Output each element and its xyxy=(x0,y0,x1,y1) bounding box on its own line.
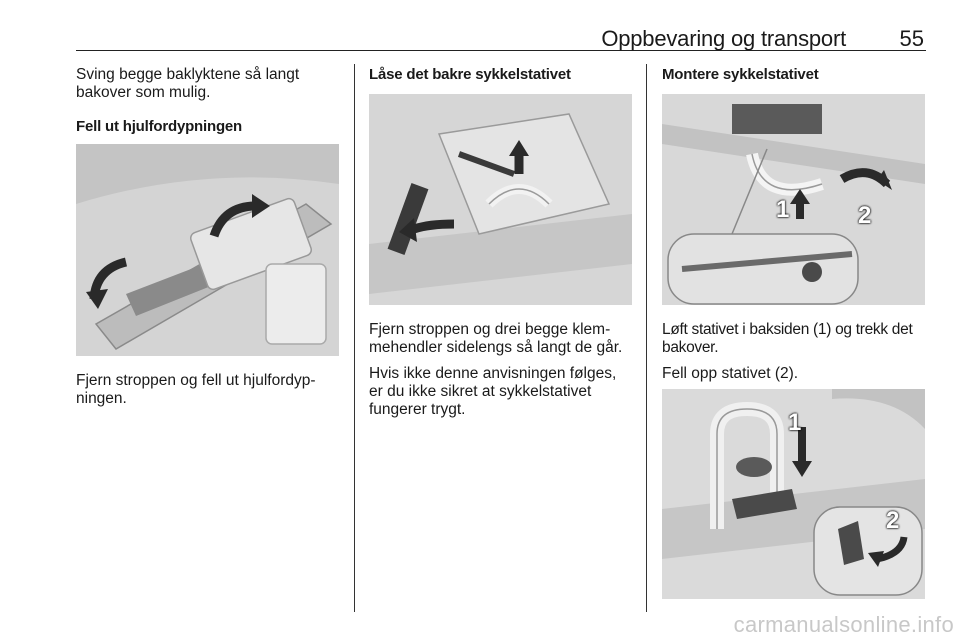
intro-text: Sving begge baklyktene så langt bakover som mulig. xyxy=(76,66,300,101)
column-1 xyxy=(76,66,341,136)
callout-1: 1 xyxy=(776,196,790,223)
callout-1-bottom: 1 xyxy=(788,409,802,436)
warning-text: Hvis ikke denne anvisningen følges, er du ikke sikret at sykkelstativet fungerer trygt. xyxy=(369,365,617,418)
callout-2-bottom: 2 xyxy=(886,507,900,534)
heading-fold-out-wheel-recess: Fell ut hjulfordypningen xyxy=(76,118,243,135)
column-2-text-block xyxy=(369,321,634,419)
page-number: 55 xyxy=(899,26,924,51)
caption-lift-rack: Løft stativet i baksiden (1) og trekk det bakover. xyxy=(662,321,913,356)
heading-mount-bike-rack: Montere sykkelstativet xyxy=(662,66,819,83)
caption-lock-bike-rack: Fjern stroppen og drei begge klem-mehendler sidelengs så langt de går. xyxy=(369,321,623,356)
illustration-wheel-recess xyxy=(76,144,339,356)
column-2 xyxy=(369,66,634,84)
caption-wheel-recess: Fjern stroppen og fell ut hjulfordyp-ningen. xyxy=(76,372,316,407)
watermark-text: carmanualsonline.info xyxy=(733,612,954,637)
column-1-caption-block xyxy=(76,372,338,408)
column-divider-2 xyxy=(646,64,647,612)
caption-fold-up-rack: Fell opp stativet (2). xyxy=(662,365,799,382)
column-3 xyxy=(662,66,927,84)
illustration-lock-bike-rack xyxy=(369,94,632,305)
column-3-text-block xyxy=(662,321,928,383)
section-title: Oppbevaring og transport xyxy=(601,26,846,51)
illustration-mount-bike-rack xyxy=(662,94,925,305)
column-divider-1 xyxy=(354,64,355,612)
page-header xyxy=(76,22,926,51)
heading-lock-rear-bike-rack: Låse det bakre sykkelstativet xyxy=(369,66,571,83)
illustration-fold-up-rack xyxy=(662,389,925,599)
callout-2: 2 xyxy=(858,202,872,229)
